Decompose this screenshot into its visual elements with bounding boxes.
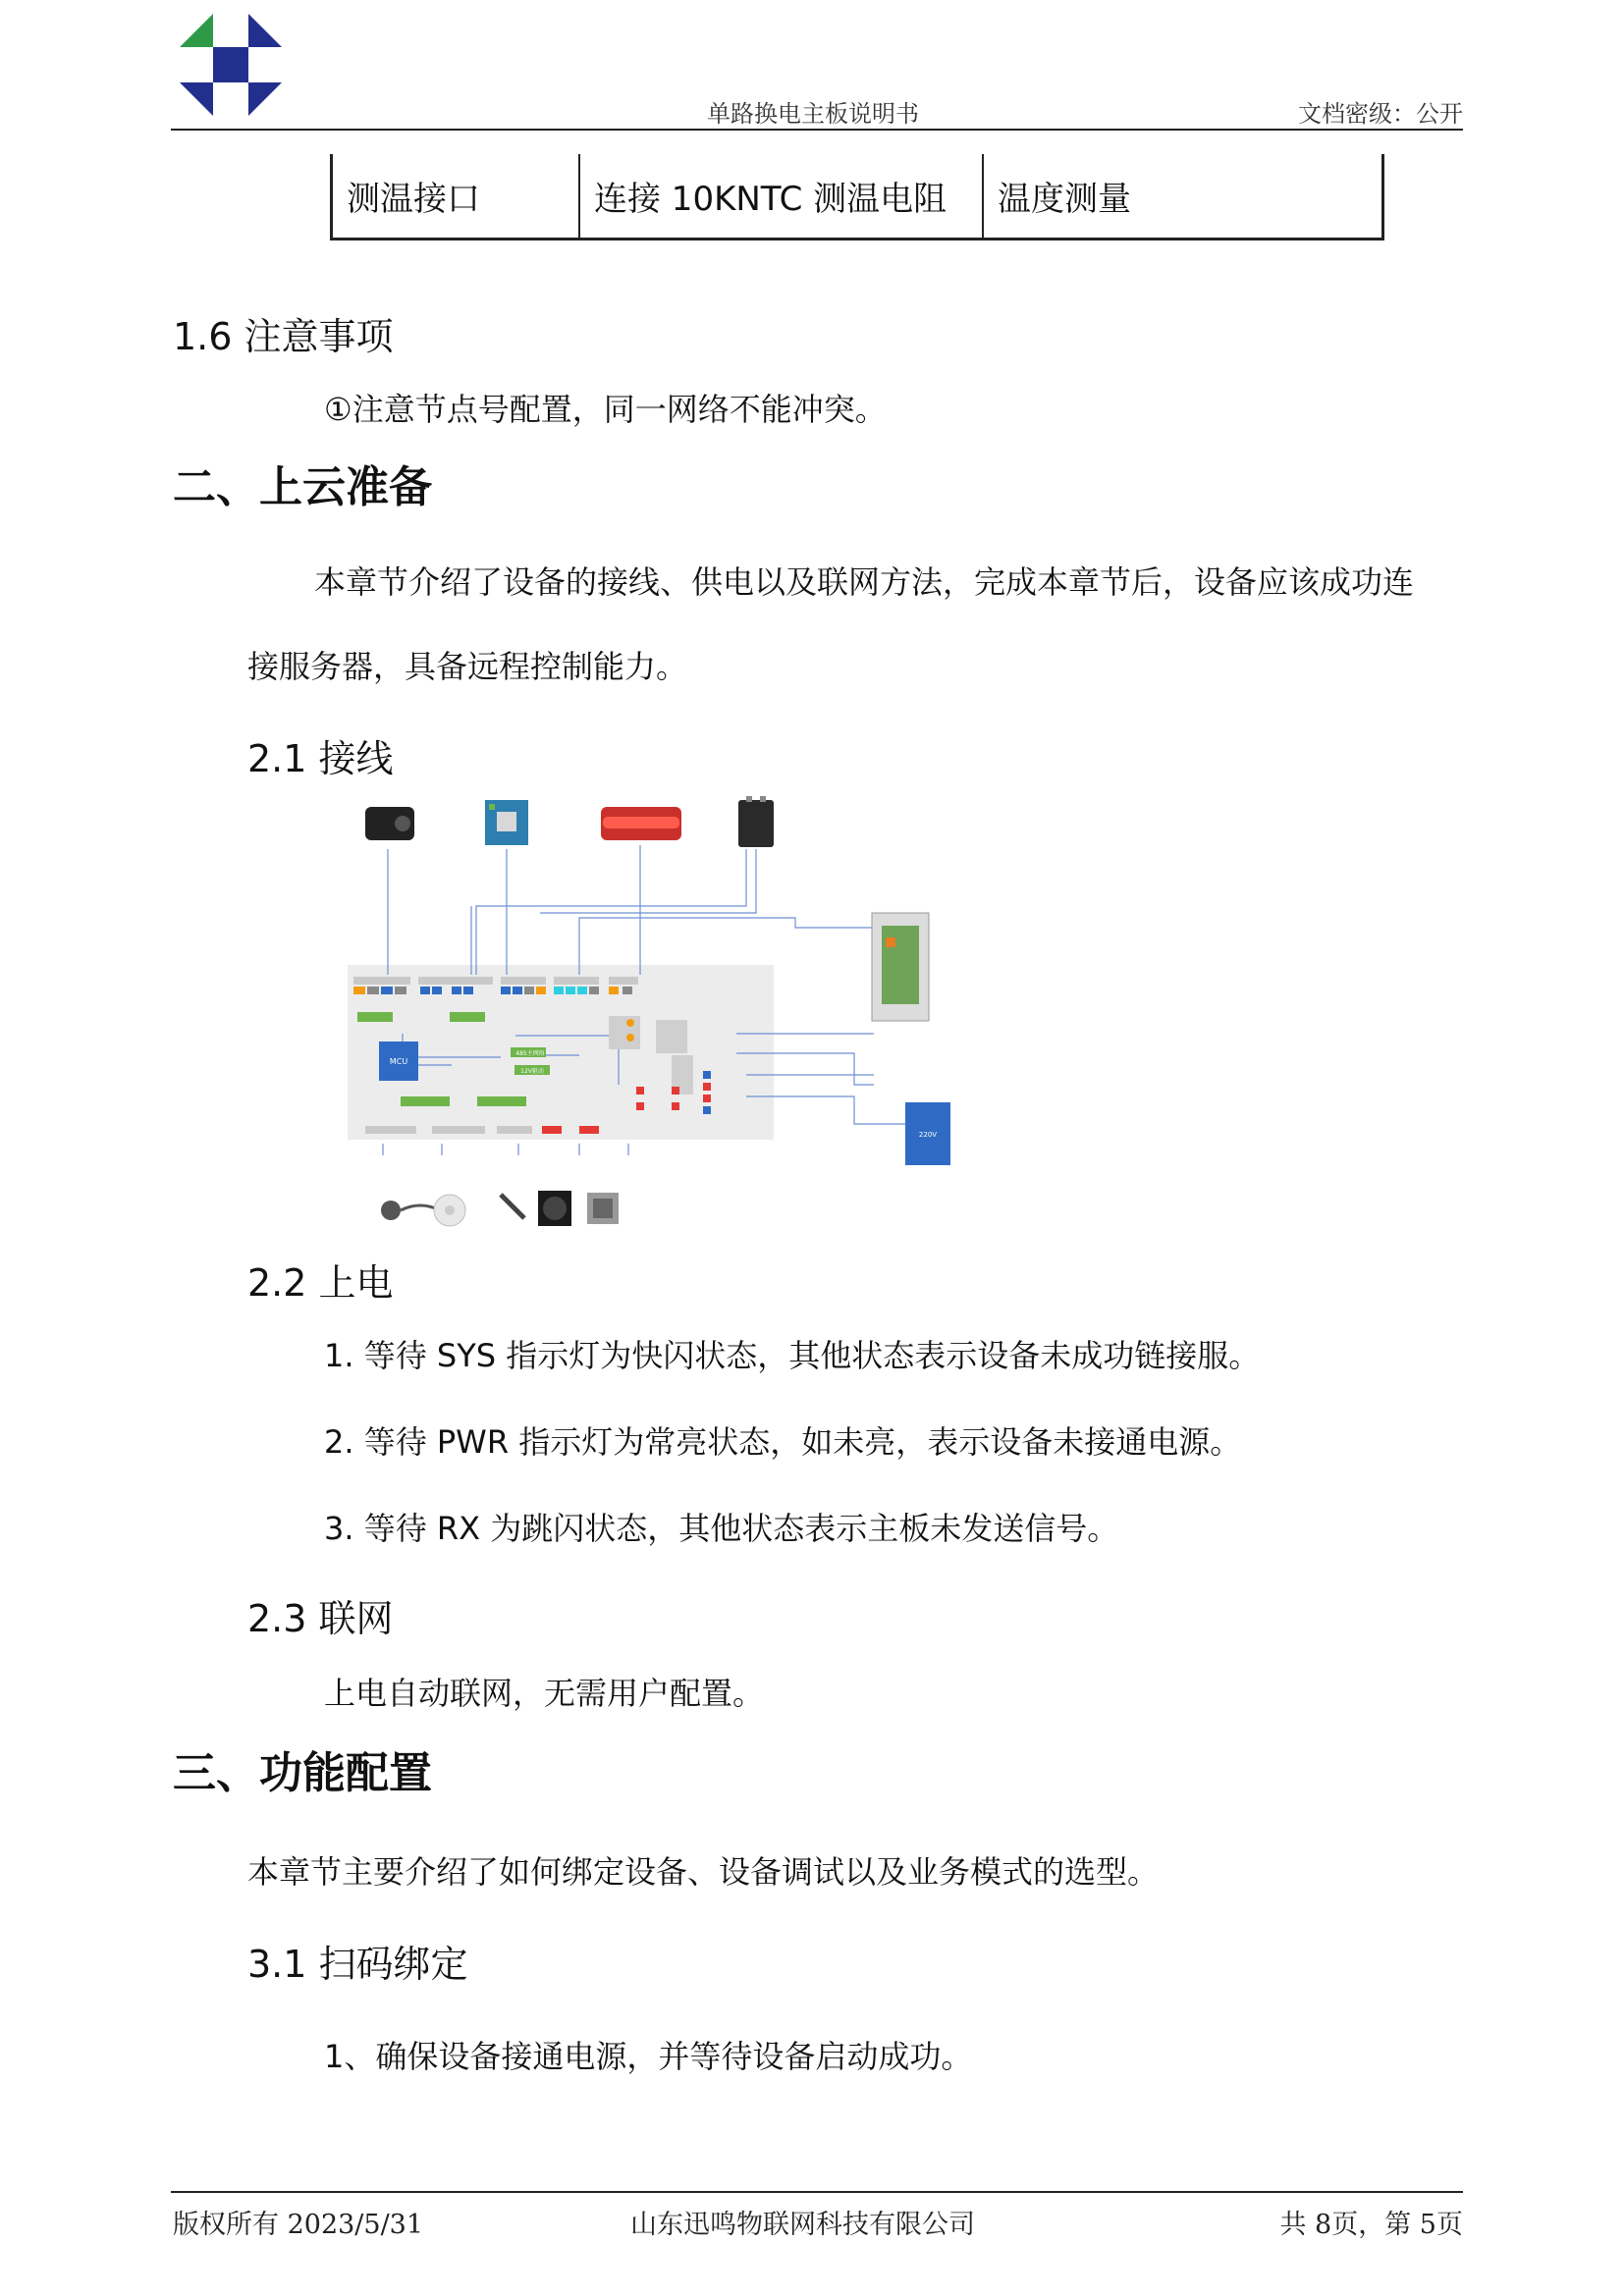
smoke-detector-icon bbox=[434, 1195, 465, 1226]
table-cell-connection: 连接 10KNTC 测温电阻 bbox=[580, 154, 984, 238]
temp-probe-icon bbox=[501, 1195, 524, 1218]
network-text: 上电自动联网，无需用户配置。 bbox=[324, 1675, 765, 1712]
chapter-2-title: 二、上云准备 bbox=[173, 462, 432, 512]
header-divider bbox=[171, 129, 1463, 131]
chapter-3-title: 三、功能配置 bbox=[173, 1748, 432, 1798]
drive12v-label: 12V驱动 bbox=[520, 1068, 544, 1075]
table-cell-interface: 测温接口 bbox=[333, 154, 580, 238]
table-cell-function: 温度测量 bbox=[998, 180, 1131, 219]
section-1-6-item: ①注意节点号配置，同一网络不能冲突。 bbox=[324, 391, 887, 428]
wiring-diagram bbox=[344, 790, 982, 1242]
power-step-1: 1. 等待 SYS 指示灯为快闪状态，其他状态表示设备未成功链接服。 bbox=[324, 1337, 1261, 1374]
binding-step-1: 1、确保设备接通电源，并等待设备启动成功。 bbox=[324, 2038, 973, 2075]
company-logo bbox=[180, 14, 282, 116]
220v-label: 220V bbox=[918, 1131, 938, 1139]
sensor-cable-icon bbox=[381, 1201, 440, 1220]
mcu-label: MCU bbox=[389, 1057, 408, 1066]
chapter-3-intro: 本章节主要介绍了如何绑定设备、设备调试以及业务模式的选型。 bbox=[247, 1853, 1160, 1891]
section-1-6-heading: 1.6 注意事项 bbox=[173, 315, 394, 358]
section-2-1-heading: 2.1 接线 bbox=[247, 737, 394, 780]
board-device-icon bbox=[485, 800, 528, 845]
rs485-label: 485主网络 bbox=[515, 1050, 545, 1057]
section-2-3-heading: 2.3 联网 bbox=[247, 1597, 394, 1640]
fan-icon bbox=[538, 1191, 571, 1226]
header-security-level: 文档密级：公开 bbox=[1298, 100, 1463, 128]
chapter-2-intro-line2: 接服务器，具备远程控制能力。 bbox=[247, 648, 688, 685]
chapter-2-intro-line1: 本章节介绍了设备的接线、供电以及联网方法，完成本章节后，设备应该成功连 bbox=[314, 563, 1415, 601]
footer-copyright: 版权所有 2023/5/31 bbox=[173, 2210, 424, 2240]
footer-divider bbox=[171, 2191, 1463, 2193]
section-3-1-heading: 3.1 扫码绑定 bbox=[247, 1943, 468, 1986]
heater-icon bbox=[587, 1193, 619, 1224]
power-step-3: 3. 等待 RX 为跳闪状态，其他状态表示主板未发送信号。 bbox=[324, 1510, 1119, 1547]
section-2-2-heading: 2.2 上电 bbox=[247, 1261, 394, 1305]
header-doc-title: 单路换电主板说明书 bbox=[707, 100, 919, 128]
battery-icon bbox=[738, 796, 774, 847]
footer-page-count: 共 8页，第 5页 bbox=[1279, 2210, 1463, 2240]
interface-table-row bbox=[330, 154, 1384, 240]
footer-company: 山东迅鸣物联网科技有限公司 bbox=[630, 2210, 975, 2240]
light-bar-icon bbox=[601, 807, 681, 840]
lock-device-icon bbox=[365, 807, 414, 840]
power-step-2: 2. 等待 PWR 指示灯为常亮状态，如未亮，表示设备未接通电源。 bbox=[324, 1423, 1242, 1461]
